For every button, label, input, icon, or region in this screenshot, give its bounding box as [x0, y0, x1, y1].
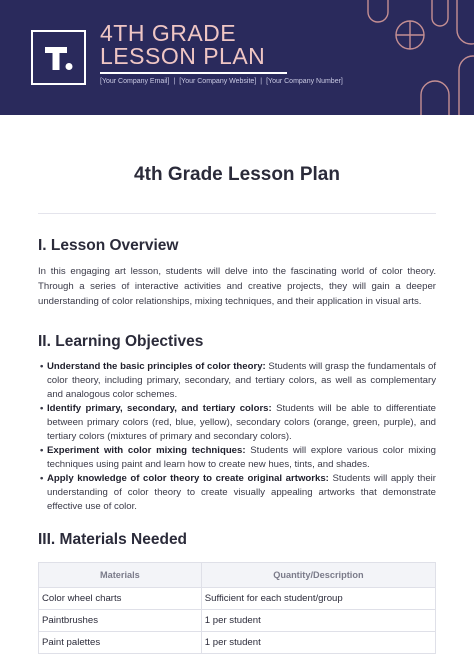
table-cell: Color wheel charts	[39, 587, 202, 609]
objective-text: Students will be able to differentiate between primary colors (red, blue, yellow), secondary colors (orange, green, purple), and tertiary colors (mixtures of primary and secondary colors).	[47, 402, 436, 442]
objective-title: Understand the basic principles of color theory:	[47, 360, 266, 372]
title-divider	[38, 213, 436, 214]
objective-item	[38, 444, 436, 472]
contact-separator: |	[260, 78, 263, 85]
objective-text: Students will grasp the fundamentals of color theory, including primary, secondary, and tertiary colors, as well as complementary and analogous color schemes.	[47, 360, 436, 400]
contact-line	[100, 78, 343, 85]
section-heading-materials: III. Materials Needed	[38, 530, 188, 548]
objectives-list	[38, 360, 436, 514]
column-header-quantity: Quantity/Description	[201, 562, 435, 587]
objective-text: Students will apply their understanding of color theory to create visually appealing artworks that demonstrate effective use of color.	[47, 472, 436, 512]
header-banner	[0, 0, 474, 115]
table-cell: Paint palettes	[39, 631, 202, 653]
table-row	[39, 609, 436, 631]
table-cell: 1 per student	[201, 609, 435, 631]
logo-t-icon	[42, 41, 76, 75]
objective-item	[38, 402, 436, 444]
banner-title	[100, 22, 265, 68]
table-cell: Paintbrushes	[39, 609, 202, 631]
banner-divider	[100, 72, 287, 74]
objective-text: Students will explore various color mixing techniques using paint and learn how to create new hues, tints, and shades.	[47, 444, 436, 470]
table-cell: 1 per student	[201, 631, 435, 653]
bullet-icon: •	[40, 402, 44, 414]
objective-title: Experiment with color mixing techniques:	[47, 444, 246, 456]
table-row	[39, 631, 436, 653]
banner-title-line2: LESSON PLAN	[100, 43, 266, 69]
objective-item	[38, 472, 436, 514]
bullet-icon: •	[40, 360, 44, 372]
contact-separator: |	[173, 78, 176, 85]
contact-website: [Your Company Website]	[179, 78, 257, 85]
company-logo	[31, 30, 86, 85]
overview-text: In this engaging art lesson, students will delve into the fascinating world of color theory. Through a series of interactive activities and creative projects, they will gain a deeper understanding of color relationships, mixing techniques, and their application in visual arts.	[38, 266, 436, 308]
table-cell: Sufficient for each student/group	[201, 587, 435, 609]
table-header-row	[39, 562, 436, 587]
contact-email: [Your Company Email]	[100, 78, 170, 85]
banner-title-line1: 4TH GRADE	[100, 20, 237, 46]
section-heading-overview: I. Lesson Overview	[38, 237, 179, 254]
bullet-icon: •	[40, 472, 44, 484]
decorative-arcs-icon	[364, 0, 474, 115]
bullet-icon: •	[40, 444, 44, 456]
column-header-materials: Materials	[39, 562, 202, 587]
table-row	[39, 587, 436, 609]
contact-number: [Your Company Number]	[266, 78, 343, 85]
objective-title: Apply knowledge of color theory to create original artworks:	[47, 472, 329, 484]
materials-table	[38, 562, 436, 654]
section-heading-objectives: II. Learning Objectives	[38, 332, 204, 350]
document-title: 4th Grade Lesson Plan	[134, 164, 340, 185]
objective-item	[38, 360, 436, 402]
document-body	[0, 163, 474, 654]
objective-title: Identify primary, secondary, and tertiary colors:	[47, 402, 272, 414]
